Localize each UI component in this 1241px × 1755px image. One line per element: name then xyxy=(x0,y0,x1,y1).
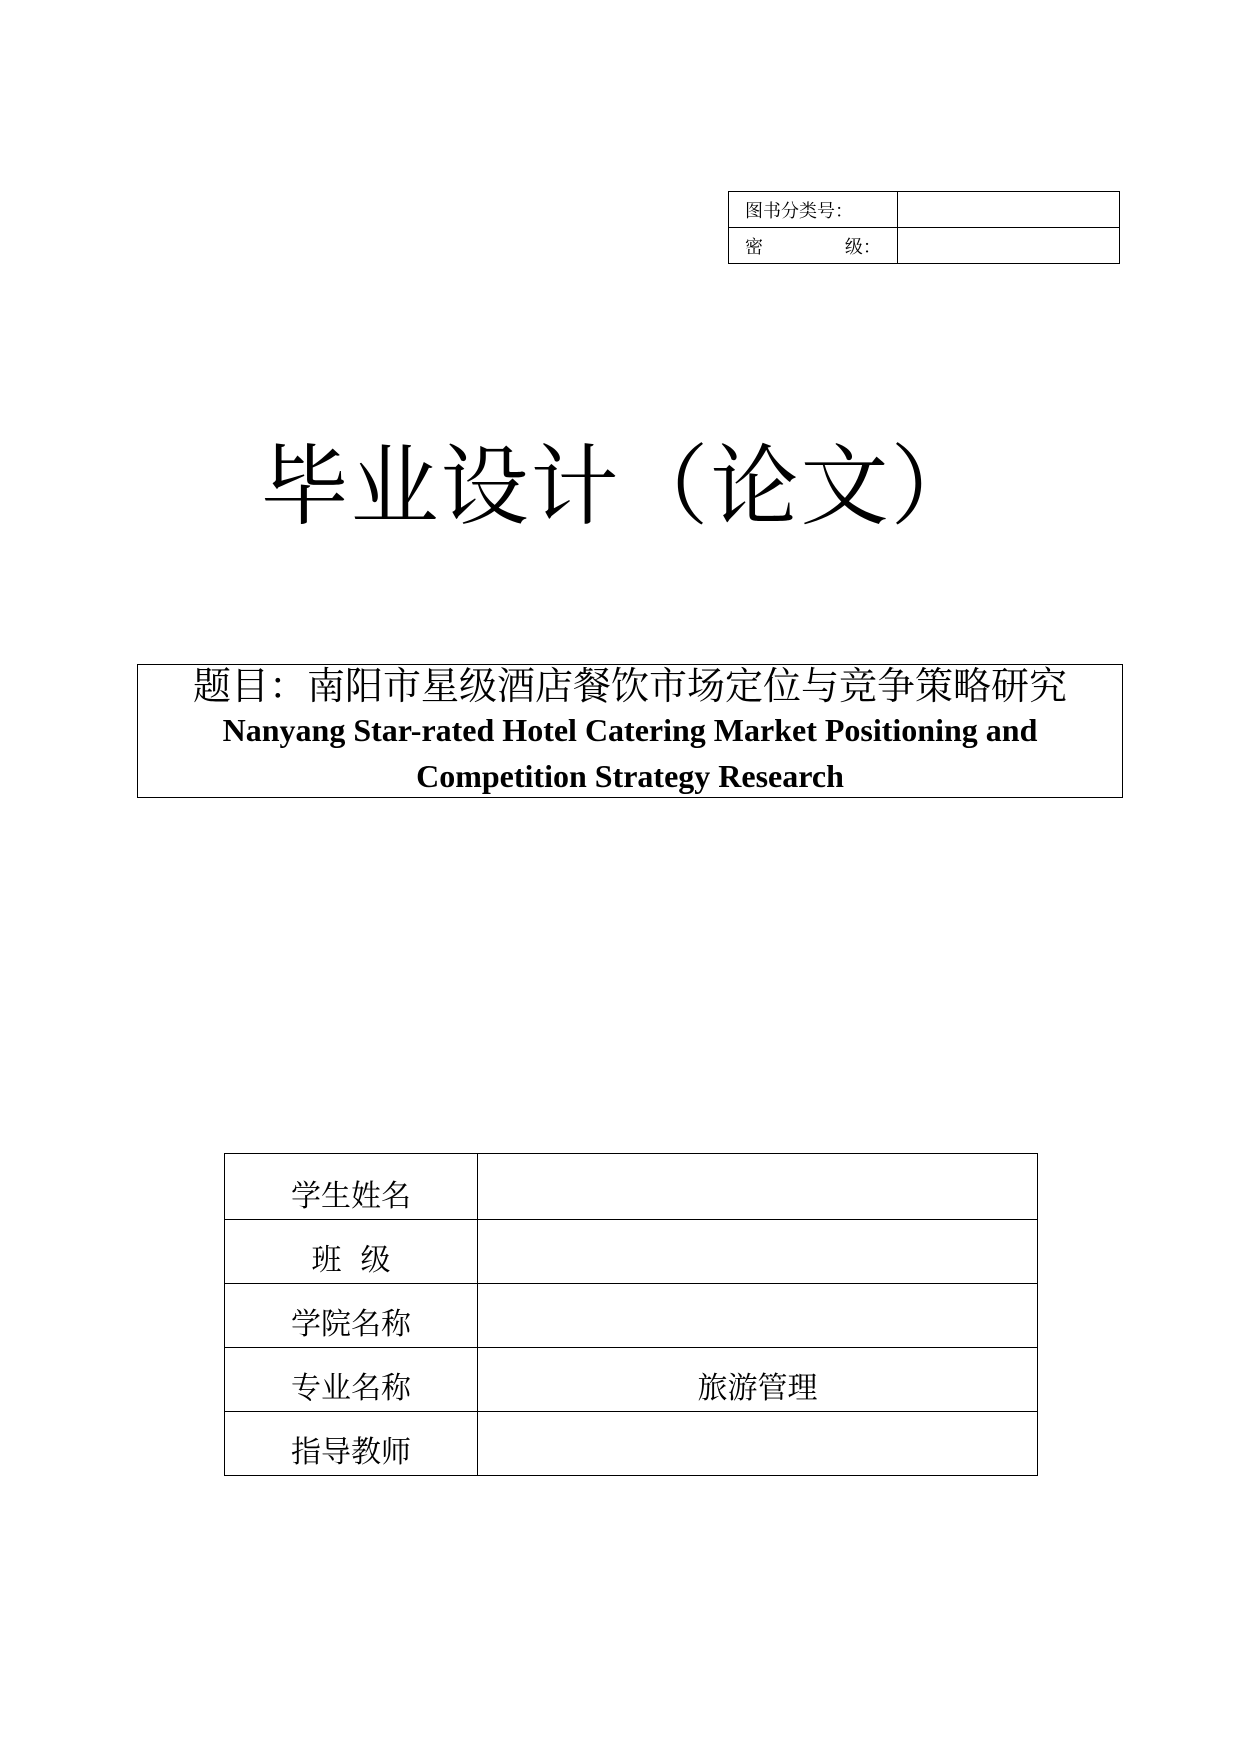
secret-level-row xyxy=(729,228,1120,264)
secret-level-label-left: 密 xyxy=(745,236,763,258)
topic-title-english-line2: Competition Strategy Research xyxy=(416,758,844,794)
info-row-college xyxy=(225,1284,1038,1348)
book-class-label: 图书分类号： xyxy=(729,192,898,228)
info-label: 专业名称 xyxy=(225,1348,478,1412)
info-label: 指导教师 xyxy=(225,1412,478,1476)
topic-title-english-line1: Nanyang Star-rated Hotel Catering Market Positioning and xyxy=(222,712,1038,748)
info-value xyxy=(478,1284,1038,1348)
secret-level-value xyxy=(897,228,1119,264)
info-value xyxy=(478,1220,1038,1284)
info-value xyxy=(478,1154,1038,1220)
book-class-row xyxy=(729,192,1120,228)
secret-level-label xyxy=(729,228,898,264)
info-label: 学院名称 xyxy=(225,1284,478,1348)
info-row-student-name xyxy=(225,1154,1038,1220)
info-row-advisor xyxy=(225,1412,1038,1476)
info-row-major xyxy=(225,1348,1038,1412)
classification-table xyxy=(728,191,1120,264)
info-label: 班 级 xyxy=(225,1220,478,1284)
secret-level-label-right: 级： xyxy=(844,236,881,258)
info-label: 学生姓名 xyxy=(225,1154,478,1220)
topic-box xyxy=(137,664,1123,798)
info-row-class xyxy=(225,1220,1038,1284)
info-value: 旅游管理 xyxy=(478,1348,1038,1412)
topic-title-chinese: 题目：南阳市星级酒店餐饮市场定位与竞争策略研究 xyxy=(192,664,1067,708)
student-info-table xyxy=(224,1153,1038,1476)
main-title: 毕业设计（论文） xyxy=(260,435,981,538)
info-value xyxy=(478,1412,1038,1476)
book-class-value xyxy=(897,192,1119,228)
